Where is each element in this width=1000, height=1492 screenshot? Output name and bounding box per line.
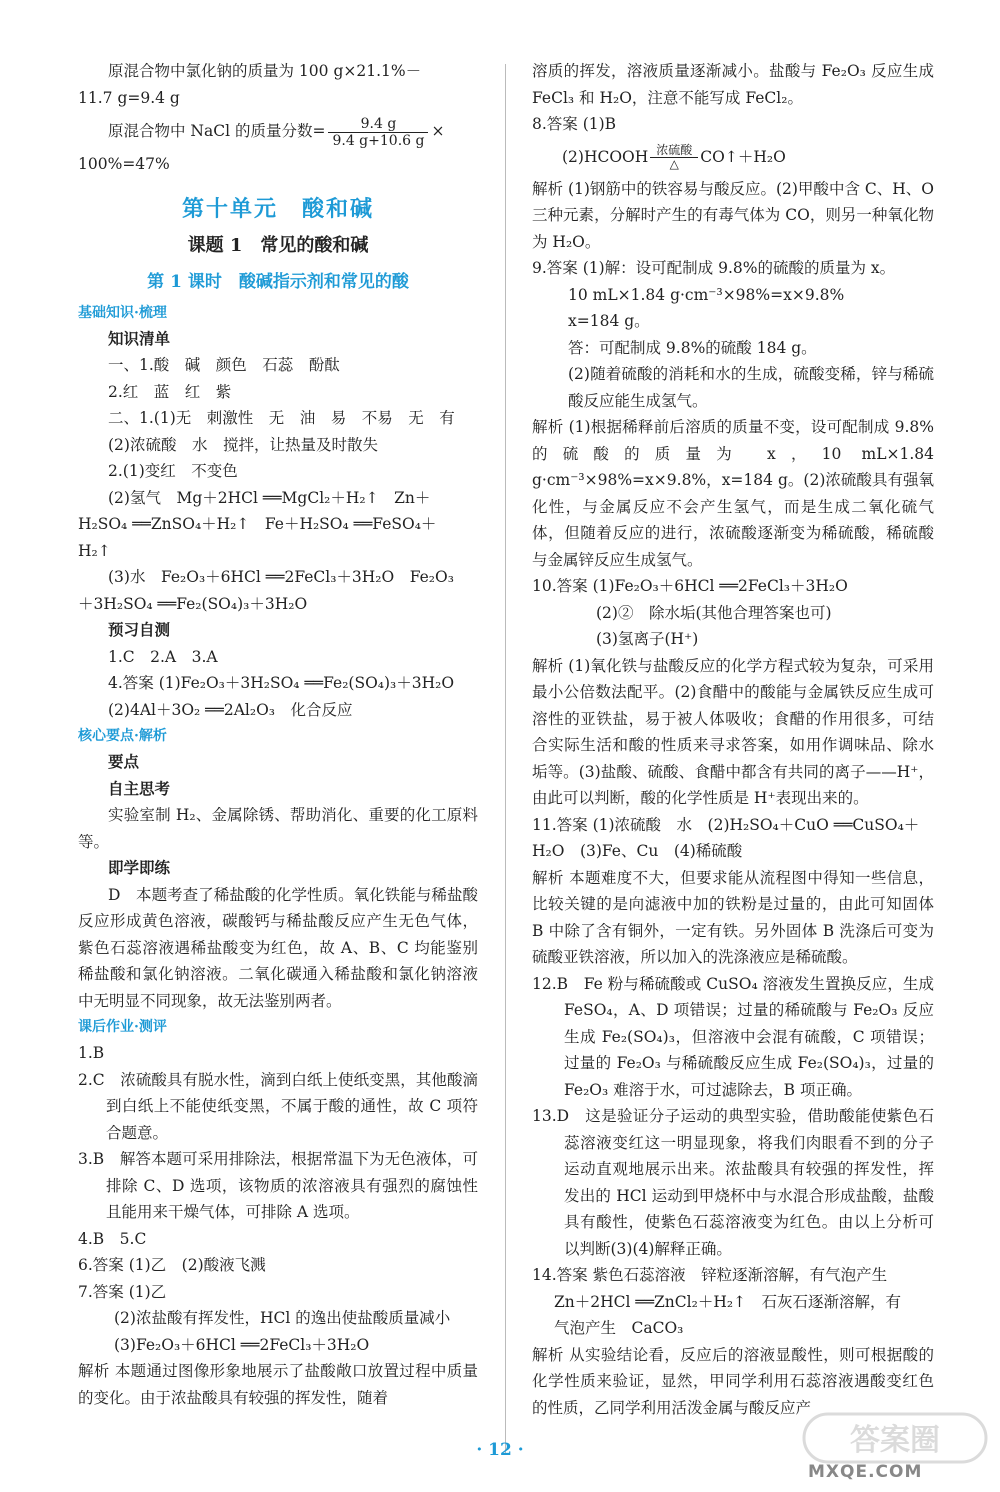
text-line: 4.答案 (1)Fe₂O₃＋3H₂SO₄ ══Fe₂(SO₄)₃＋3H₂O <box>108 674 455 692</box>
text-line: 2.红 蓝 红 紫 <box>108 382 232 401</box>
text-line: H₂O (3)Fe、Cu (4)稀硫酸 <box>532 842 743 860</box>
equation-line <box>532 138 934 176</box>
watermark-logo-text: 答案圈 <box>850 1423 940 1458</box>
text-line: (3)水 Fe₂O₃＋6HCl ══2FeCl₃＋3H₂O Fe₂O₃ <box>108 568 454 586</box>
paragraph: (2)随着硫酸的消耗和水的生成，硫酸变稀，锌与稀硫酸反应能生成氢气。 <box>568 365 934 410</box>
text-line: 二、1.(1)无 刺激性 无 油 易 不易 无 有 <box>108 409 455 427</box>
equation-reactant: (2)HCOOH <box>562 147 649 166</box>
text-line: (2)浓硫酸 水 搅拌，让热量及时散失 <box>108 435 378 454</box>
analysis-paragraph: 解析 (1)氧化铁与盐酸反应的化学方程式较为复杂，可采用最小公倍数法配平。(2)食醋中的酸能与金属铁反应生成可溶性的亚铁盐，易于被人体吸收；食醋的作用很多，可结合实际生活和酸的性质来寻求答案，如用作调味品、除水垢等。(3)盐酸、硫酸、食醋中都含有共同的离子——H⁺，由此可以判断，酸的化学性质是 H⁺表现出来的。 <box>532 656 934 807</box>
text-line: 自主思考 <box>108 778 171 798</box>
answer-item: 13.D 这是验证分子运动的典型实验，借助酸能使紫色石蕊溶液变红这一明显现象，将我们肉眼看不到的分子运动直观地展示出来。浓盐酸具有较强的挥发性，挥发出的 HCl 运动到甲烧杯中与水混合形成盐酸，盐酸具有酸性，使紫色石蕊溶液变为红色。由以上分析可以判断(3)(4)解释正确。 <box>532 1107 934 1258</box>
lesson-title: 第 1 课时 酸碱指示剂和常见的酸 <box>147 271 409 292</box>
analysis-paragraph: 解析 本题通过图像形象地展示了盐酸敞口放置过程中质量的变化。由于浓盐酸具有较强的挥发性，随着 <box>78 1362 478 1407</box>
analysis-paragraph: 解析 (1)根据稀释前后溶质的质量不变，设可配制成 9.8%的硫酸的质量为 x，10 mL×1.84 g·cm⁻³×98%=x×9.8%，x=184 g。(2)浓硫酸具有强氧化性，与金属反应不会产生氢气，而是生成二氧化硫气体，但随着反应的进行，浓硫酸逐渐变为稀硫酸，稀硫酸与金属锌反应生成氢气。 <box>532 418 934 569</box>
text-line: 即学即练 <box>108 858 171 877</box>
fraction-line <box>78 111 478 151</box>
text-line: 要点 <box>108 752 140 771</box>
fraction-numerator: 9.4 g <box>328 116 428 133</box>
fraction-denominator: 9.4 g+10.6 g <box>332 132 425 149</box>
unit-title: 第十单元 酸和碱 <box>181 195 374 222</box>
text-line: 原混合物中氯化钠的质量为 100 g×21.1%－ <box>108 62 422 80</box>
text-line: 100%=47% <box>78 155 170 173</box>
text-line: (2)氢气 Mg＋2HCl ══MgCl₂＋H₂↑ Zn＋ <box>108 488 431 507</box>
right-column <box>532 58 934 1421</box>
text-line: 知识清单 <box>108 328 171 348</box>
analysis-paragraph: 解析 本题难度不大，但要求能从流程图中得知一些信息，比较关键的是向滤液中加的铁粉是过量的，由此可知固体 B 中除了含有铜外，一定有铁。另外固体 B 洗涤后可变为硫酸亚铁溶液，所以加入的洗涤液应是稀硫酸。 <box>532 868 934 966</box>
text-line: 11.7 g=9.4 g <box>78 88 180 107</box>
text-line: (2)② 除水垢(其他合理答案也可) <box>596 603 832 622</box>
fraction <box>328 116 428 149</box>
fraction-prefix: 原混合物中 NaCl 的质量分数= <box>108 122 326 140</box>
topic-title: 课题 1 常见的酸和碱 <box>187 234 369 256</box>
text-line: (3)氢离子(H⁺) <box>596 630 699 648</box>
answer-item: 4.B 5.C <box>78 1229 147 1248</box>
fraction-suffix: × <box>431 122 445 140</box>
answer-item: 2.C 浓硫酸具有脱水性，滴到白纸上使纸变黑，其他酸滴到白纸上不能使纸变黑，不属于酸的通性，故 C 项符合题意。 <box>78 1070 478 1142</box>
paragraph: D 本题考查了稀盐酸的化学性质。氧化铁能与稀盐酸反应形成黄色溶液，碳酸钙与稀盐酸反应产生无色气体，紫色石蕊溶液遇稀盐酸变为红色，故 A、B、C 均能鉴别稀盐酸和氯化钠溶液。二氧化碳通入稀盐酸和氯化钠溶液中无明显不同现象，故无法鉴别两者。 <box>78 885 478 1010</box>
text-line: 气泡产生 CaCO₃ <box>554 1319 684 1337</box>
text-line: 答：可配制成 9.8%的硫酸 184 g。 <box>568 338 817 357</box>
column-divider <box>505 64 506 1454</box>
equation-product: CO↑＋H₂O <box>700 147 786 166</box>
watermark-site: MXQE.COM <box>808 1462 923 1482</box>
answer-item: 10.答案 (1)Fe₂O₃＋6HCl ══2FeCl₃＋3H₂O <box>532 577 848 595</box>
text-line: ＋3H₂SO₄ ══Fe₂(SO₄)₃＋3H₂O <box>78 594 308 613</box>
text-line: 2.(1)变红 不变色 <box>108 462 238 480</box>
text-line: H₂SO₄ ══ZnSO₄＋H₂↑ Fe＋H₂SO₄ ══FeSO₄＋ <box>78 515 437 533</box>
condition-heat: △ <box>669 157 679 171</box>
text-line: H₂↑ <box>78 541 111 560</box>
page-number: · 12 · <box>476 1440 524 1460</box>
text-line: 一、1.酸 碱 颜色 石蕊 酚酞 <box>108 356 340 374</box>
section-heading: 课后作业·测评 <box>78 1019 167 1035</box>
analysis-paragraph: 解析 (1)钢筋中的铁容易与酸反应。(2)甲酸中含 C、H、O 三种元素，分解时产生的有毒气体为 CO，则另一种氧化物为 H₂O。 <box>532 179 934 251</box>
section-heading: 核心要点·解析 <box>78 728 167 744</box>
answer-item: 12.B Fe 粉与稀硫酸或 CuSO₄ 溶液发生置换反应，生成 FeSO₄，A、D 项错误；过量的稀硫酸与 Fe₂O₃ 反应生成 Fe₂(SO₄)₃，但溶液中会混有硫酸，C 项错误；过量的 Fe₂O₃ 与稀硫酸反应生成 Fe₂(SO₄)₃，过量的 Fe₂O₃ 难溶于水，可过滤除去，B 项正确。 <box>532 974 934 1099</box>
text-line: 1.C 2.A 3.A <box>108 647 218 666</box>
text-line: 预习自测 <box>108 620 171 639</box>
analysis-paragraph: 解析 从实验结论看，反应后的溶液显酸性，则可根据酸的化学性质来验证，显然，甲同学利用石蕊溶液遇酸变红色的性质，乙同学利用活泼金属与酸反应产 <box>532 1345 934 1417</box>
text-line: 10 mL×1.84 g·cm⁻³×98%=x×9.8% <box>568 285 845 304</box>
text-line: (2)4Al＋3O₂ ══2Al₂O₃ 化合反应 <box>108 700 353 719</box>
answer-item: 14.答案 紫色石蕊溶液 锌粒逐渐溶解，有气泡产生 <box>532 1266 888 1284</box>
answer-item: 6.答案 (1)乙 (2)酸液飞溅 <box>78 1256 266 1274</box>
text-line: Zn＋2HCl ══ZnCl₂＋H₂↑ 石灰石逐渐溶解，有 <box>554 1292 902 1311</box>
answer-item: 8.答案 (1)B <box>532 115 617 133</box>
answer-item: 3.B 解答本题可采用排除法，根据常温下为无色液体，可排除 C、D 选项，该物质的浓溶液具有强烈的腐蚀性且能用来干燥气体，可排除 A 选项。 <box>78 1150 478 1221</box>
text-line: x=184 g。 <box>568 312 650 330</box>
section-heading: 基础知识·梳理 <box>78 304 167 321</box>
condition-catalyst: 浓硫酸 <box>650 144 698 158</box>
left-column <box>78 58 478 1411</box>
reaction-condition <box>650 144 698 171</box>
paragraph: 溶质的挥发，溶液质量逐渐减小。盐酸与 Fe₂O₃ 反应生成 FeCl₃ 和 H₂O，注意不能写成 FeCl₂。 <box>532 62 934 107</box>
answer-item: 11.答案 (1)浓硫酸 水 (2)H₂SO₄＋CuO ══CuSO₄＋ <box>532 815 920 834</box>
answer-item: (3)Fe₂O₃＋6HCl ══2FeCl₃＋3H₂O <box>114 1335 370 1354</box>
paragraph: 实验室制 H₂、金属除锈、帮助消化、重要的化工原料等。 <box>78 806 478 851</box>
answer-item: 7.答案 (1)乙 <box>78 1282 167 1301</box>
answer-item: 1.B <box>78 1044 105 1062</box>
answer-item: (2)浓盐酸有挥发性，HCl 的逸出使盐酸质量减小 <box>114 1309 451 1327</box>
answer-item: 9.答案 (1)解：设可配制成 9.8%的硫酸的质量为 x。 <box>532 259 896 277</box>
